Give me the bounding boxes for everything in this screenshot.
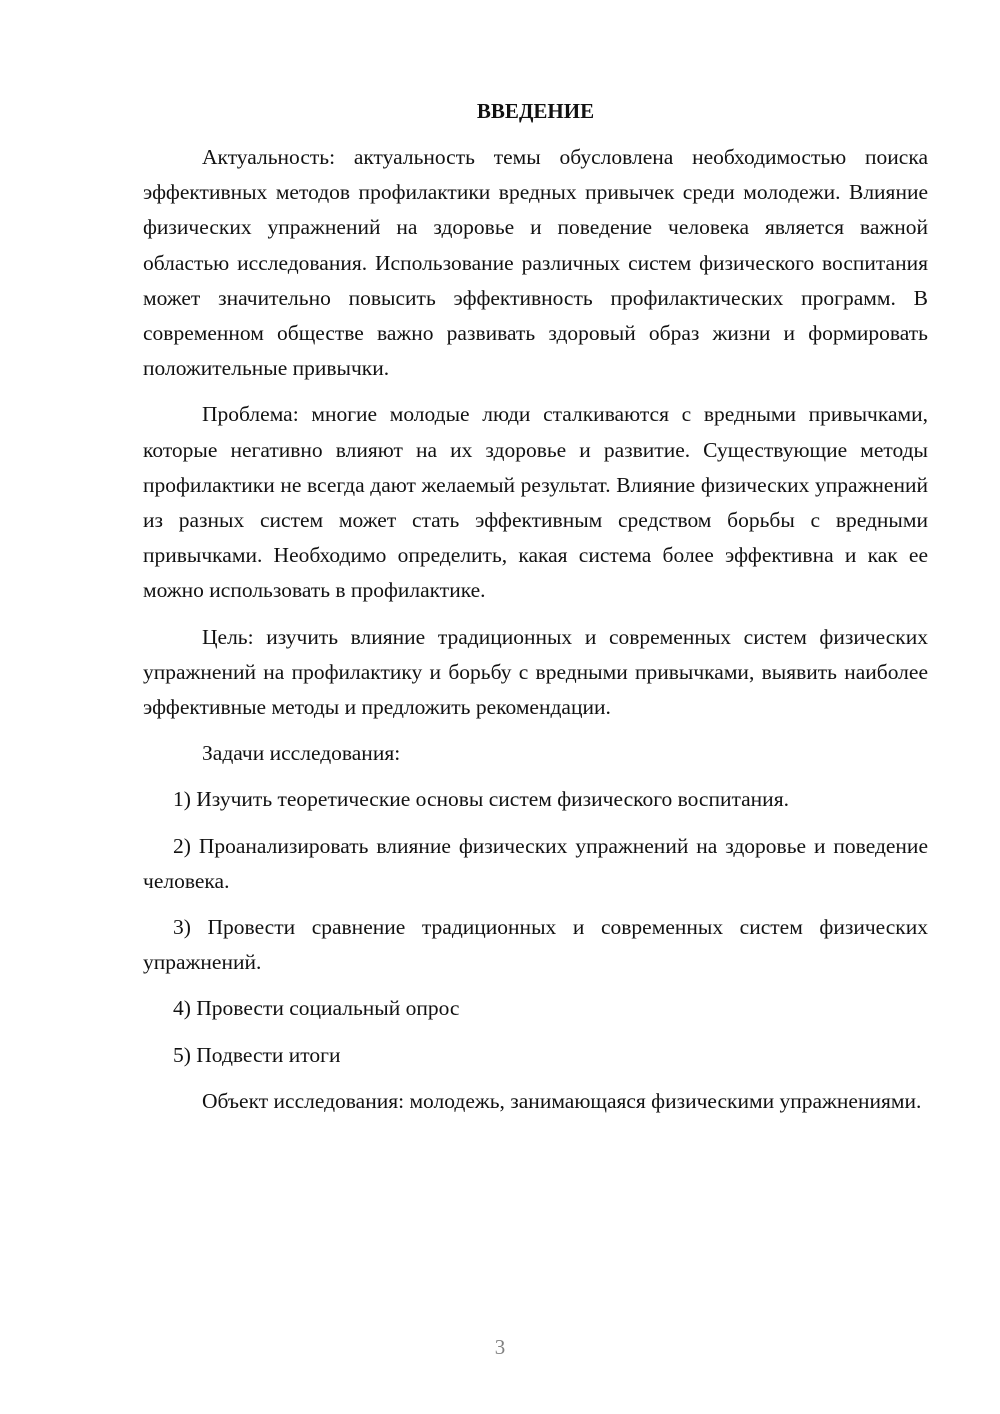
research-object-paragraph: Объект исследования: молодежь, занимающаяся физическими упражнениями. xyxy=(202,1088,922,1113)
tasks-heading: Задачи исследования: xyxy=(202,741,401,766)
relevance-paragraph: Актуальность: актуальность темы обусловлена необходимостью поиска эффективных методов профилактики вредных привычек среди молодежи. Влияние физических упражнений на здоровье и поведение человека является важной областью исследования. Использование различных систем физического воспитания может значительно повысить эффективность профилактических программ. В современном обществе важно развивать здоровый образ жизни и формировать положительные привычки. xyxy=(143,145,928,381)
task-item-3: 3) Провести сравнение традиционных и современных систем физических упражнений. xyxy=(143,915,928,975)
goal-paragraph: Цель: изучить влияние традиционных и современных систем физических упражнений на профилактику и борьбу с вредными привычками, выявить наиболее эффективные методы и предложить рекомендации. xyxy=(143,624,928,720)
page-content xyxy=(143,94,928,1130)
task-item-4: 4) Провести социальный опрос xyxy=(173,996,460,1021)
task-item-5: 5) Подвести итоги xyxy=(173,1042,341,1067)
task-item-2: 2) Проанализировать влияние физических упражнений на здоровье и поведение человека. xyxy=(143,833,928,893)
problem-paragraph: Проблема: многие молодые люди сталкиваются с вредными привычками, которые негативно влияют на их здоровье и развитие. Существующие методы профилактики не всегда дают желаемый результат. Влияние физических упражнений из разных систем может стать эффективным средством борьбы с вредными привычками. Необходимо определить, какая система более эффективна и как ее можно использовать в профилактике. xyxy=(143,402,928,603)
page-number: 3 xyxy=(494,1335,506,1359)
task-item-1: 1) Изучить теоретические основы систем физического воспитания. xyxy=(173,787,789,812)
section-heading: ВВЕДЕНИЕ xyxy=(476,99,595,123)
